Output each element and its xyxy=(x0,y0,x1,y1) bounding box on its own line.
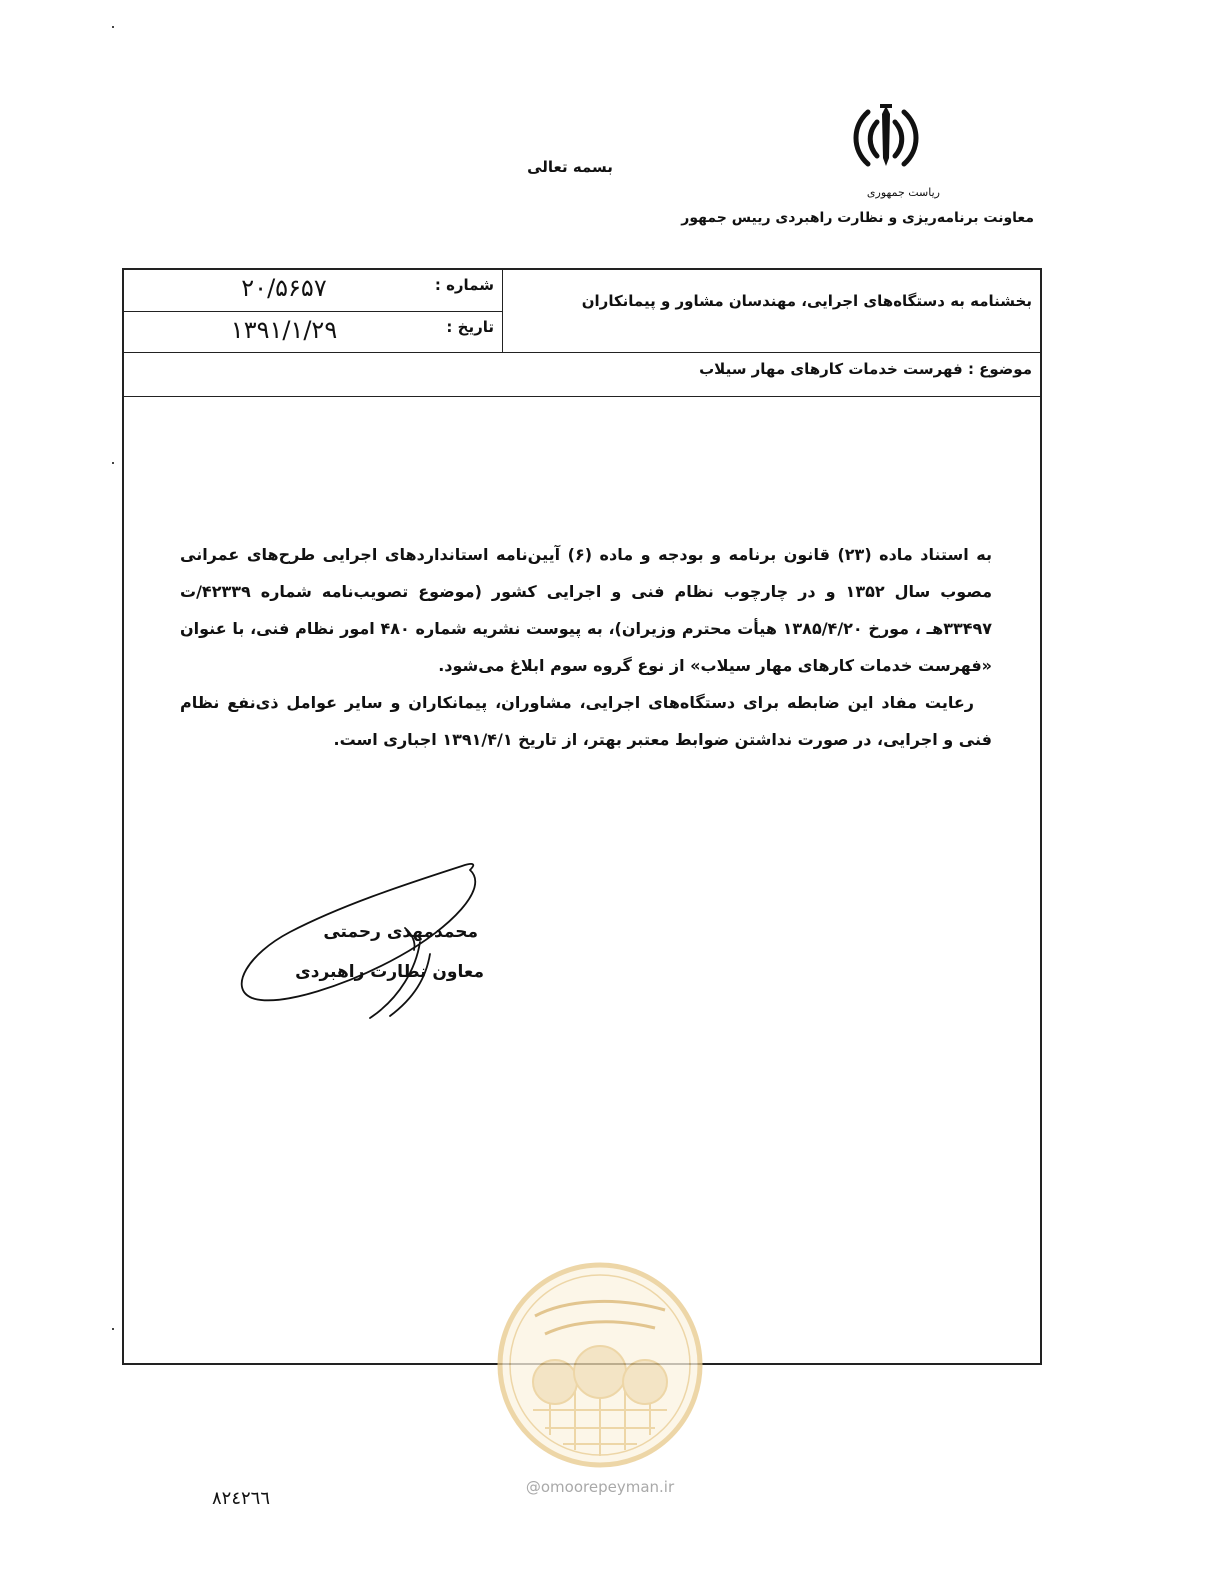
table-divider xyxy=(502,269,503,353)
subject-line: موضوع : فهرست خدمات کارهای مهار سیلاب xyxy=(699,360,1032,378)
watermark-logo-text xyxy=(560,1290,680,1291)
date-label: تاریخ : xyxy=(446,318,494,336)
org-subtitle: ریاست جمهوری xyxy=(866,186,940,199)
number-label: شماره : xyxy=(434,276,494,294)
table-divider xyxy=(123,396,1041,397)
iran-emblem-icon xyxy=(846,100,926,175)
signer-name: محمدمهدی رحمتی xyxy=(323,922,478,942)
watermark-url: @omoorepeyman.ir xyxy=(525,1478,675,1496)
scan-speck xyxy=(112,26,114,28)
scan-speck xyxy=(112,462,114,464)
document-frame xyxy=(122,268,1042,1365)
table-divider xyxy=(123,352,1041,353)
omoorepeyman-watermark-logo-icon xyxy=(495,1260,705,1470)
signer-title: معاون نظارت راهبردی xyxy=(295,962,484,982)
letter-body xyxy=(180,536,992,758)
scan-speck xyxy=(112,1328,114,1330)
table-divider xyxy=(123,311,502,312)
org-name: معاونت برنامه‌ریزی و نظارت راهبردی رییس جمهور xyxy=(681,210,1034,226)
letter-number: ۲۰/۵۶۵۷ xyxy=(241,274,327,302)
invocation-text: بسمه تعالی xyxy=(527,158,613,176)
document-code: ٨٢٤٢٦٦ xyxy=(211,1488,270,1509)
letter-date: ۱۳۹۱/۱/۲۹ xyxy=(230,316,338,344)
body-paragraph: به استناد ماده (۲۳) قانون برنامه و بودجه و ماده (۶) آیین‌نامه استانداردهای اجرایی طرح‌های عمرانی مصوب سال ۱۳۵۲ و در چارچوب نظام فنی و اجرایی کشور (موضوع تصویب‌نامه شماره ۴۲۳۳۹/ت ۳۳۴۹۷هـ ، مورخ ۱۳۸۵/۴/۲۰ هیأت محترم وزیران)، به پیوست نشریه شماره ۴۸۰ امور نظام فنی، با عنوان «فهرست خدمات کارهای مهار سیلاب» از نوع گروه سوم ابلاغ می‌شود. xyxy=(180,545,993,675)
recipients-line: بخشنامه به دستگاه‌های اجرایی، مهندسان مشاور و پیمانکاران xyxy=(581,292,1032,310)
body-paragraph: رعایت مفاد این ضابطه برای دستگاه‌های اجرایی، مشاوران، پیمانکاران و سایر عوامل ذی‌نفع نظام فنی و اجرایی، در صورت نداشتن ضوابط معتبر بهتر، از تاریخ ۱۳۹۱/۴/۱ اجباری است. xyxy=(180,693,992,749)
